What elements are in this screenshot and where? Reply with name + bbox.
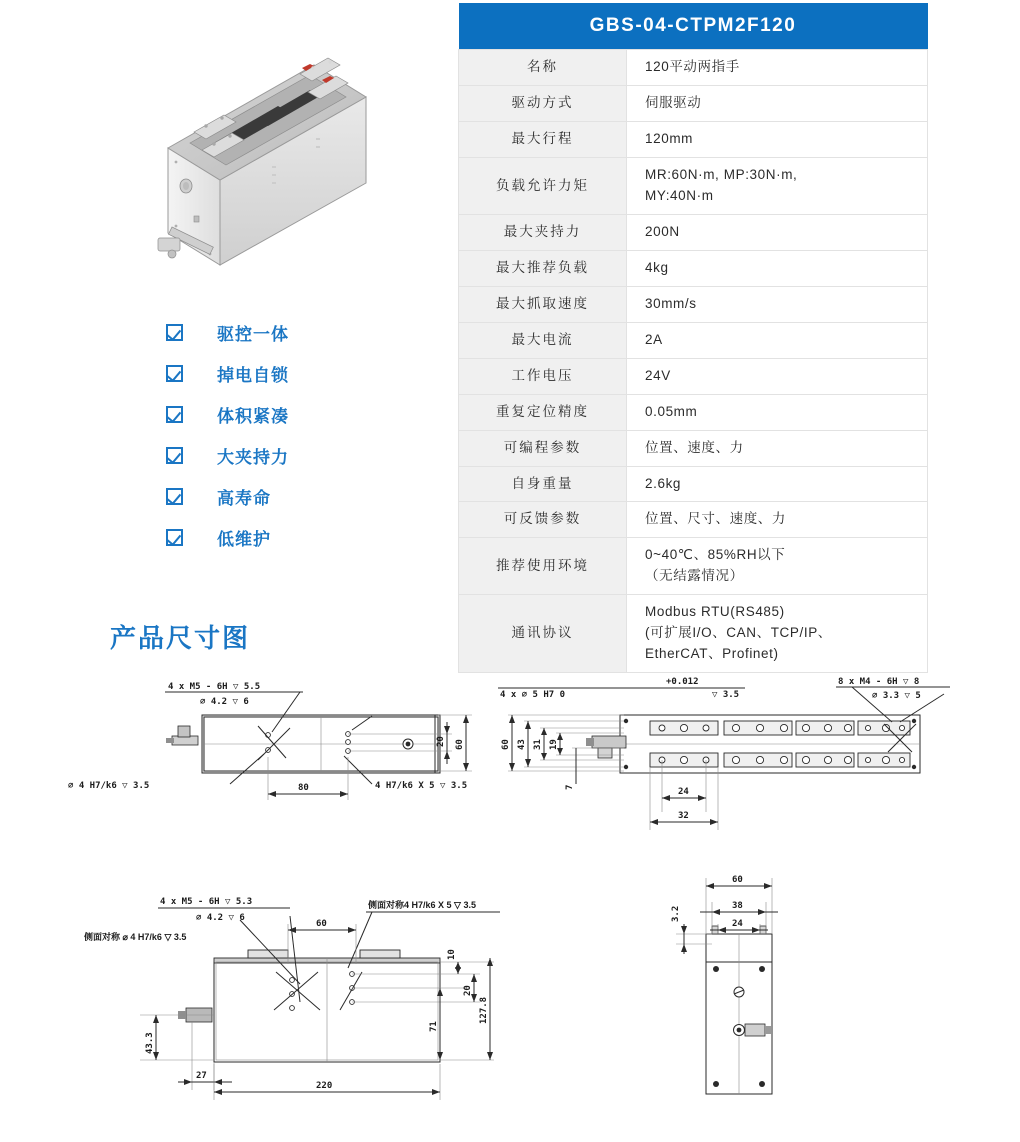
drawing-bottom-right <box>671 875 778 1094</box>
dim-text: 60 <box>501 739 511 750</box>
drawing-top-left <box>68 682 472 800</box>
feature-label: 驱控一体 <box>217 325 289 344</box>
row-value <box>627 286 928 322</box>
feature-label: 大夹持力 <box>217 448 289 467</box>
dim-text: 220 <box>316 1081 333 1091</box>
row-label: 最大行程 <box>459 122 627 158</box>
callout-text: ⌀ 4.2 ▽ 6 <box>196 913 245 923</box>
dim-text: 10 <box>447 949 457 960</box>
checkbox-checked-icon <box>166 529 183 546</box>
row-value <box>627 502 928 538</box>
table-row <box>459 50 928 86</box>
row-value <box>627 250 928 286</box>
dim-text: 20 <box>436 736 446 747</box>
table-row <box>459 86 928 122</box>
drawing-bottom-left <box>83 897 500 1100</box>
value-line: (可扩展I/O、CAN、TCP/IP、 <box>645 625 832 641</box>
table-row <box>459 394 928 430</box>
row-value <box>627 322 928 358</box>
dim-text: 127.8 <box>479 996 489 1024</box>
value-line: 2A <box>645 331 663 347</box>
callout-text: ▽ 3.5 <box>712 690 740 700</box>
row-label: 最大电流 <box>459 322 627 358</box>
value-line: 0.05mm <box>645 403 698 419</box>
row-label: 自身重量 <box>459 466 627 502</box>
dim-text: 32 <box>678 811 689 821</box>
value-line: MR:60N·m, MP:30N·m, <box>645 167 798 183</box>
dim-text: 71 <box>429 1021 439 1032</box>
model-title: GBS-04-CTPM2F120 <box>459 3 928 50</box>
dim-text: 60 <box>455 739 465 750</box>
table-header-row <box>459 3 928 50</box>
drawing-top-right <box>498 677 950 830</box>
feature-label: 掉电自锁 <box>217 366 289 385</box>
product-photo-render <box>150 40 412 290</box>
dim-text: 38 <box>732 901 743 911</box>
table-row <box>459 286 928 322</box>
row-label: 名称 <box>459 50 627 86</box>
row-value <box>627 50 928 86</box>
row-label: 负载允许力矩 <box>459 158 627 215</box>
specification-table <box>458 3 928 673</box>
row-value <box>627 466 928 502</box>
dim-text: 80 <box>298 783 309 793</box>
value-line: 0~40℃、85%RH以下 <box>645 547 786 563</box>
value-line: 位置、速度、力 <box>645 439 744 455</box>
dim-text: 60 <box>732 875 743 885</box>
feature-label: 体积紧凑 <box>217 407 289 426</box>
row-label: 通讯协议 <box>459 595 627 673</box>
callout-text: ⌀ 4 H7/k6 ▽ 3.5 <box>68 781 150 791</box>
value-line: 120mm <box>645 131 694 147</box>
value-line: EtherCAT、Profinet) <box>645 646 779 662</box>
value-line: 200N <box>645 224 680 240</box>
dim-text: 24 <box>732 919 743 929</box>
dim-text: 19 <box>549 739 559 750</box>
callout-text: 侧面对称 ⌀ 4 H7/k6 ▽ 3.5 <box>84 932 187 942</box>
dim-text: 60 <box>316 919 327 929</box>
table-row <box>459 322 928 358</box>
list-item <box>166 353 396 394</box>
list-item <box>166 476 396 517</box>
checkbox-checked-icon <box>166 488 183 505</box>
table-row <box>459 595 928 673</box>
table-row <box>459 466 928 502</box>
callout-text: ⌀ 3.3 ▽ 5 <box>872 691 921 701</box>
row-label: 最大夹持力 <box>459 215 627 251</box>
dim-text: 27 <box>196 1071 207 1081</box>
callout-text: 8 x M4 - 6H ▽ 8 <box>838 677 920 687</box>
row-label: 推荐使用环境 <box>459 538 627 595</box>
feature-label: 高寿命 <box>217 489 271 508</box>
row-value <box>627 122 928 158</box>
row-value <box>627 215 928 251</box>
callout-text: 4 x M5 - 6H ▽ 5.3 <box>160 897 253 907</box>
value-line: 24V <box>645 367 671 383</box>
row-value <box>627 394 928 430</box>
dim-text: 43 <box>517 739 527 750</box>
table-row <box>459 215 928 251</box>
callout-text: 4 x ⌀ 5 H7 0 <box>500 690 566 700</box>
row-label: 工作电压 <box>459 358 627 394</box>
table-row <box>459 430 928 466</box>
value-line: 4kg <box>645 259 669 275</box>
value-line: 120平动两指手 <box>645 59 740 75</box>
checkbox-checked-icon <box>166 447 183 464</box>
dim-text: 24 <box>678 787 689 797</box>
row-label: 可反馈参数 <box>459 502 627 538</box>
row-value <box>627 538 928 595</box>
dim-text: 3.2 <box>671 905 681 922</box>
row-value <box>627 430 928 466</box>
table-row <box>459 538 928 595</box>
page-title: 产品尺寸图 <box>110 623 251 653</box>
value-line: 2.6kg <box>645 475 682 491</box>
dimension-drawings <box>0 672 1020 1142</box>
dim-text: 20 <box>463 985 473 996</box>
value-line: 位置、尺寸、速度、力 <box>645 511 786 527</box>
list-item <box>166 312 396 353</box>
row-label: 重复定位精度 <box>459 394 627 430</box>
table-row <box>459 122 928 158</box>
table-row <box>459 502 928 538</box>
dim-text: 31 <box>533 739 543 750</box>
list-item <box>166 517 396 558</box>
callout-text: 4 x M5 - 6H ▽ 5.5 <box>168 682 261 692</box>
row-label: 最大抓取速度 <box>459 286 627 322</box>
checkbox-checked-icon <box>166 324 183 341</box>
list-item <box>166 435 396 476</box>
value-line: Modbus RTU(RS485) <box>645 604 785 620</box>
callout-text: +0.012 <box>666 677 699 687</box>
value-line: 30mm/s <box>645 295 697 311</box>
dim-text: 7 <box>565 784 575 790</box>
product-photo <box>150 40 412 290</box>
value-line: 伺服驱动 <box>645 95 702 111</box>
row-label: 可编程参数 <box>459 430 627 466</box>
feature-label: 低维护 <box>217 530 271 549</box>
row-value <box>627 358 928 394</box>
dim-text: 43.3 <box>145 1032 155 1054</box>
value-line: MY:40N·m <box>645 188 714 204</box>
drawings-svg <box>0 672 1020 1142</box>
checkbox-checked-icon <box>166 406 183 423</box>
table-row <box>459 158 928 215</box>
table-row <box>459 358 928 394</box>
row-value <box>627 595 928 673</box>
row-label: 最大推荐负载 <box>459 250 627 286</box>
row-value <box>627 86 928 122</box>
row-label: 驱动方式 <box>459 86 627 122</box>
feature-list <box>166 312 396 558</box>
callout-text: ⌀ 4.2 ▽ 6 <box>200 697 249 707</box>
callout-text: 侧面对称4 H7/k6 X 5 ▽ 3.5 <box>368 900 476 910</box>
callout-text: 4 H7/k6 X 5 ▽ 3.5 <box>375 781 468 791</box>
row-value <box>627 158 928 215</box>
table-row <box>459 250 928 286</box>
value-line: （无结露情况） <box>645 568 744 584</box>
checkbox-checked-icon <box>166 365 183 382</box>
list-item <box>166 394 396 435</box>
